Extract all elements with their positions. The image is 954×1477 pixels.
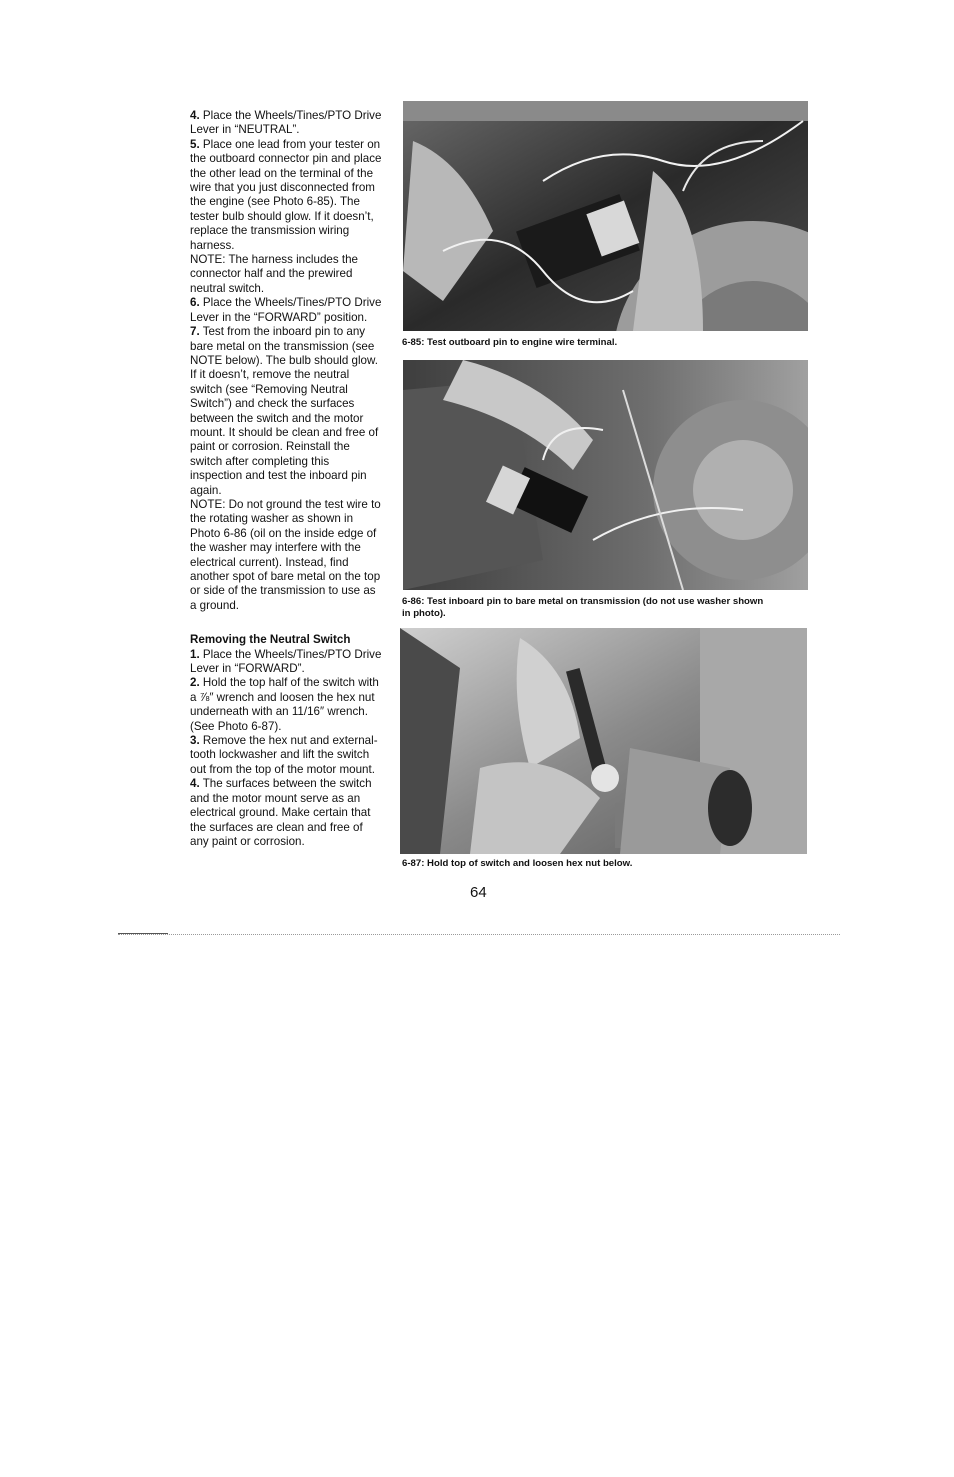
page-number: 64 xyxy=(470,884,487,901)
caption-6-85: 6-85: Test outboard pin to engine wire terminal. xyxy=(402,337,618,348)
caption-6-87: 6-87: Hold top of switch and loosen hex nut below. xyxy=(402,858,633,869)
section-heading: Removing the Neutral Switch xyxy=(190,633,351,647)
instructions-column xyxy=(190,109,384,849)
photo-6-85 xyxy=(403,101,808,331)
footer-rule xyxy=(118,934,840,935)
note-ground: NOTE: Do not ground the test wire to the rotating washer as shown in Photo 6-86 (oil on the inside edge of the washer may interfere with the electrical current). Instead, find another spot of bare metal on the top or side of the transmission to use as a ground. xyxy=(190,497,381,612)
caption-6-86: 6-86: Test inboard pin to bare metal on transmission (do not use washer shown in photo). xyxy=(402,596,764,619)
photo-6-86 xyxy=(403,360,808,590)
remove-step-3: 3. Remove the hex nut and external-tooth lockwasher and lift the switch out from the top of the motor mount. xyxy=(190,734,378,776)
remove-step-4: 4. The surfaces between the switch and the motor mount serve as an electrical ground. Make certain that the surfaces are clean and free of any paint or corrosion. xyxy=(190,777,372,848)
step-5: 5. Place one lead from your tester on the outboard connector pin and place the other lead on the terminal of the wire that you just disconnected from the engine (see Photo 6-85). The tester bulb should glow. If it doesn’t, replace the transmission wiring harness. xyxy=(190,137,382,252)
remove-step-1: 1. Place the Wheels/Tines/PTO Drive Lever in “FORWARD”. xyxy=(190,647,382,676)
step-6: 6. Place the Wheels/Tines/PTO Drive Lever in the “FORWARD” position. xyxy=(190,296,382,324)
photo-6-87 xyxy=(400,628,807,854)
note-harness: NOTE: The harness includes the connector half and the prewired neutral switch. xyxy=(190,253,358,295)
step-7: 7. Test from the inboard pin to any bare metal on the transmission (see NOTE below). The bulb should glow. If it doesn’t, remove the neutral switch (see “Removing Neutral Switch”) and check the surfaces between the switch and the motor mount. It should be clean and free of paint or corrosion. Reinstall the switch after completing this inspection and test the inboard pin again. xyxy=(190,325,379,497)
step-4: 4. Place the Wheels/Tines/PTO Drive Lever in “NEUTRAL”. xyxy=(190,109,382,137)
remove-step-2: 2. Hold the top half of the switch with a ⅞″ wrench and loosen the hex nut underneath with an 11/16″ wrench. (See Photo 6-87). xyxy=(190,676,379,733)
